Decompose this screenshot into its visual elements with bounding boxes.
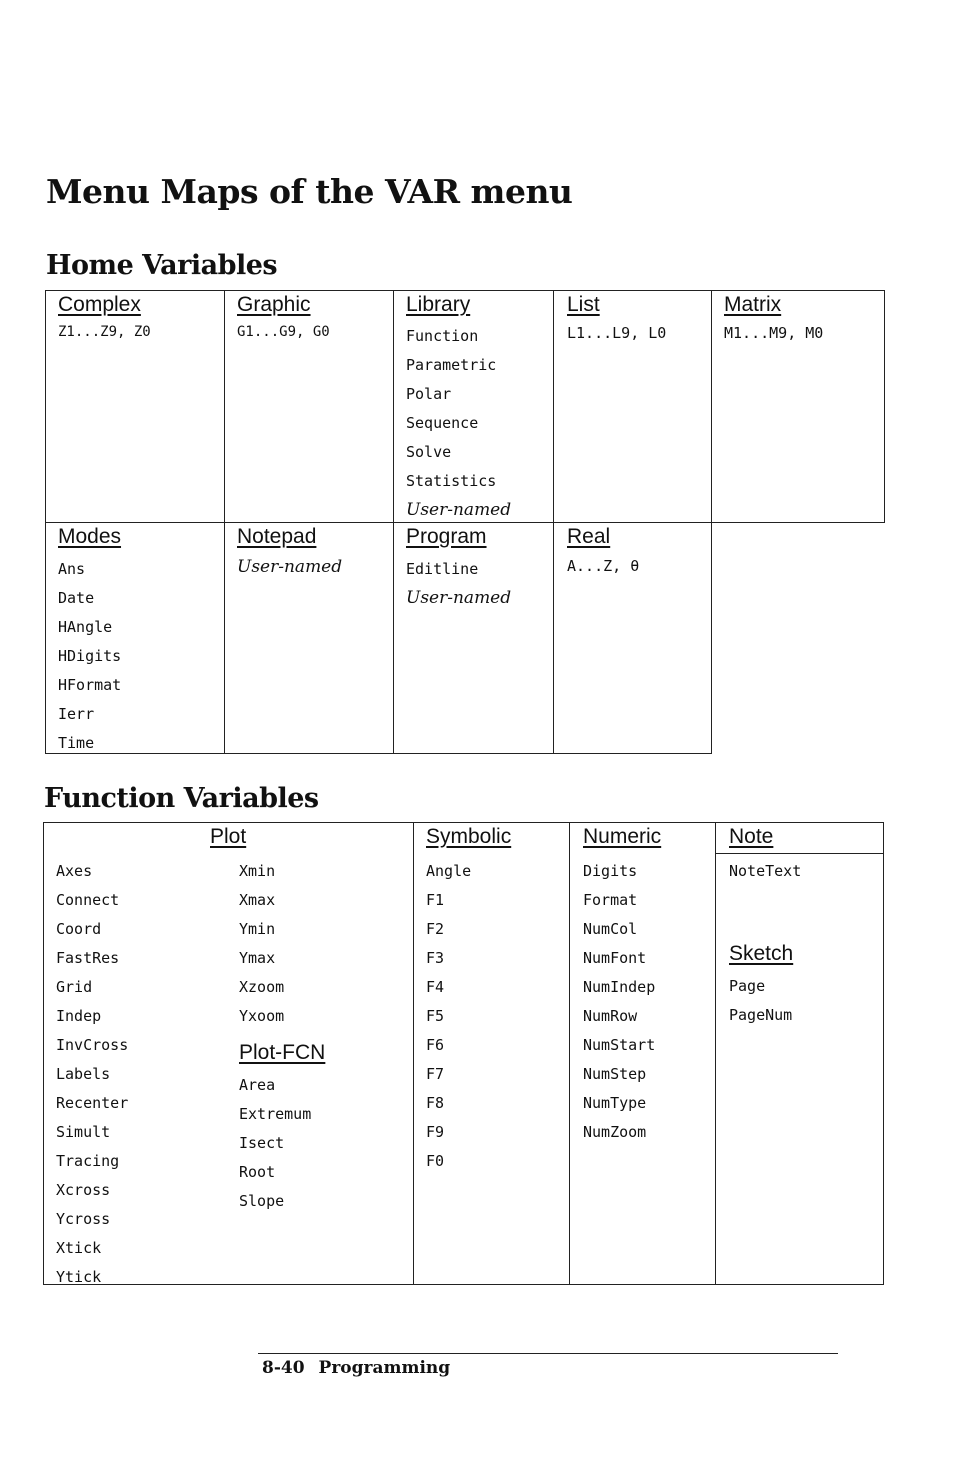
- list-item: F1: [426, 891, 445, 909]
- footer-rule: [258, 1353, 838, 1354]
- list-item: Ymax: [239, 949, 276, 967]
- program-list: [406, 555, 511, 613]
- list-item-user-named: User-named: [406, 588, 512, 608]
- program-header: Program: [406, 525, 487, 548]
- list-item: Sequence: [406, 414, 479, 432]
- list-item: F2: [426, 920, 445, 938]
- list-item: Ymin: [239, 920, 276, 938]
- list-item: FastRes: [56, 949, 120, 967]
- table-border: [715, 822, 716, 1285]
- matrix-header: Matrix: [724, 293, 782, 316]
- table-border: [43, 822, 884, 823]
- list-item: NumIndep: [583, 978, 656, 996]
- list-item: F9: [426, 1123, 445, 1141]
- matrix-item: M1...M9, M0: [724, 324, 824, 342]
- list-item: Solve: [406, 443, 452, 461]
- table-border: [43, 822, 44, 1285]
- list-item: Date: [58, 589, 95, 607]
- plot-list-2: [239, 857, 284, 1031]
- real-header: Real: [567, 525, 611, 548]
- list-item: Labels: [56, 1065, 111, 1083]
- plot-header: Plot: [210, 825, 247, 848]
- plot-list-1: [56, 857, 128, 1292]
- page-title: Menu Maps of the VAR menu: [46, 172, 573, 211]
- page-number: 8-40: [262, 1358, 305, 1378]
- graphic-header: Graphic: [237, 293, 311, 316]
- list-item: Xmax: [239, 891, 276, 909]
- list-item: Slope: [239, 1192, 285, 1210]
- list-item: Format: [583, 891, 638, 909]
- real-item: A...Z, θ: [567, 557, 640, 575]
- list-item: PageNum: [729, 1006, 793, 1024]
- table-border: [224, 290, 225, 754]
- modes-list: [58, 555, 121, 758]
- list-item: Function: [406, 327, 479, 345]
- list-item: Time: [58, 734, 95, 752]
- list-header: List: [567, 293, 600, 316]
- table-border: [711, 290, 712, 754]
- numeric-list: [583, 857, 655, 1147]
- list-item: Tracing: [56, 1152, 120, 1170]
- list-item: HFormat: [58, 676, 122, 694]
- library-list: [406, 322, 511, 525]
- list-item: Editline: [406, 560, 479, 578]
- table-border: [45, 290, 885, 291]
- list-item: Grid: [56, 978, 93, 996]
- list-item: HDigits: [58, 647, 122, 665]
- table-border: [45, 753, 711, 754]
- page-footer: [262, 1358, 450, 1378]
- sketch-list: [729, 972, 792, 1030]
- list-item: Angle: [426, 862, 472, 880]
- list-item: F0: [426, 1152, 445, 1170]
- list-item: Page: [729, 977, 766, 995]
- list-item: L1...L9, L0: [567, 324, 667, 342]
- table-border: [883, 822, 884, 1285]
- table-border: [884, 290, 885, 523]
- modes-header: Modes: [58, 525, 122, 548]
- list-item: Yxoom: [239, 1007, 285, 1025]
- list-item: Polar: [406, 385, 452, 403]
- list-item-user-named: User-named: [406, 500, 512, 520]
- list-item: Ycross: [56, 1210, 111, 1228]
- list-item: Ierr: [58, 705, 95, 723]
- list-item: NumZoom: [583, 1123, 647, 1141]
- list-item: Digits: [583, 862, 638, 880]
- list-item: Area: [239, 1076, 276, 1094]
- table-border: [553, 290, 554, 754]
- table-border: [413, 822, 414, 1285]
- list-item: HAngle: [58, 618, 113, 636]
- list-item: Extremum: [239, 1105, 312, 1123]
- list-item: F6: [426, 1036, 445, 1054]
- list-item: Connect: [56, 891, 120, 909]
- list-item: InvCross: [56, 1036, 129, 1054]
- list-item: Xmin: [239, 862, 276, 880]
- list-item: Coord: [56, 920, 102, 938]
- list-item: Ans: [58, 560, 86, 578]
- list-item: Axes: [56, 862, 93, 880]
- list-item: F3: [426, 949, 445, 967]
- note-item: NoteText: [729, 862, 802, 880]
- list-item: Isect: [239, 1134, 285, 1152]
- list-item: Simult: [56, 1123, 111, 1141]
- list-item: NumStart: [583, 1036, 656, 1054]
- table-border: [569, 822, 570, 1285]
- list-item: NumStep: [583, 1065, 647, 1083]
- table-border: [716, 853, 884, 854]
- list-item: Root: [239, 1163, 276, 1181]
- list-item: NumCol: [583, 920, 638, 938]
- plot-fcn-list: [239, 1071, 311, 1216]
- list-item: Recenter: [56, 1094, 129, 1112]
- library-header: Library: [406, 293, 471, 316]
- complex-item: Z1...Z9, Z0: [58, 324, 151, 340]
- home-variables-heading: Home Variables: [46, 250, 278, 281]
- table-border: [43, 1284, 884, 1285]
- function-variables-heading: Function Variables: [44, 783, 319, 814]
- list-item: Parametric: [406, 356, 497, 374]
- list-item: NumType: [583, 1094, 647, 1112]
- list-item: NumRow: [583, 1007, 638, 1025]
- symbolic-header: Symbolic: [426, 825, 512, 848]
- list-item: Indep: [56, 1007, 102, 1025]
- list-item: F4: [426, 978, 445, 996]
- note-header: Note: [729, 825, 774, 848]
- notepad-user-named: User-named: [237, 557, 343, 577]
- graphic-item: G1...G9, G0: [237, 324, 330, 340]
- list-item: F7: [426, 1065, 445, 1083]
- list-item: NumFont: [583, 949, 647, 967]
- list-item: F8: [426, 1094, 445, 1112]
- table-border: [45, 290, 46, 754]
- chapter-name: Programming: [318, 1358, 451, 1378]
- list-item: Ytick: [56, 1268, 102, 1286]
- sketch-header: Sketch: [729, 942, 794, 965]
- symbolic-list: [426, 857, 471, 1176]
- list-item: F5: [426, 1007, 445, 1025]
- table-border: [393, 290, 394, 754]
- list-item: Statistics: [406, 472, 497, 490]
- numeric-header: Numeric: [583, 825, 662, 848]
- list-item: Xcross: [56, 1181, 111, 1199]
- list-item: Xzoom: [239, 978, 285, 996]
- list-item: Xtick: [56, 1239, 102, 1257]
- plot-fcn-header: Plot-FCN: [239, 1041, 326, 1064]
- notepad-header: Notepad: [237, 525, 317, 548]
- complex-header: Complex: [58, 293, 141, 316]
